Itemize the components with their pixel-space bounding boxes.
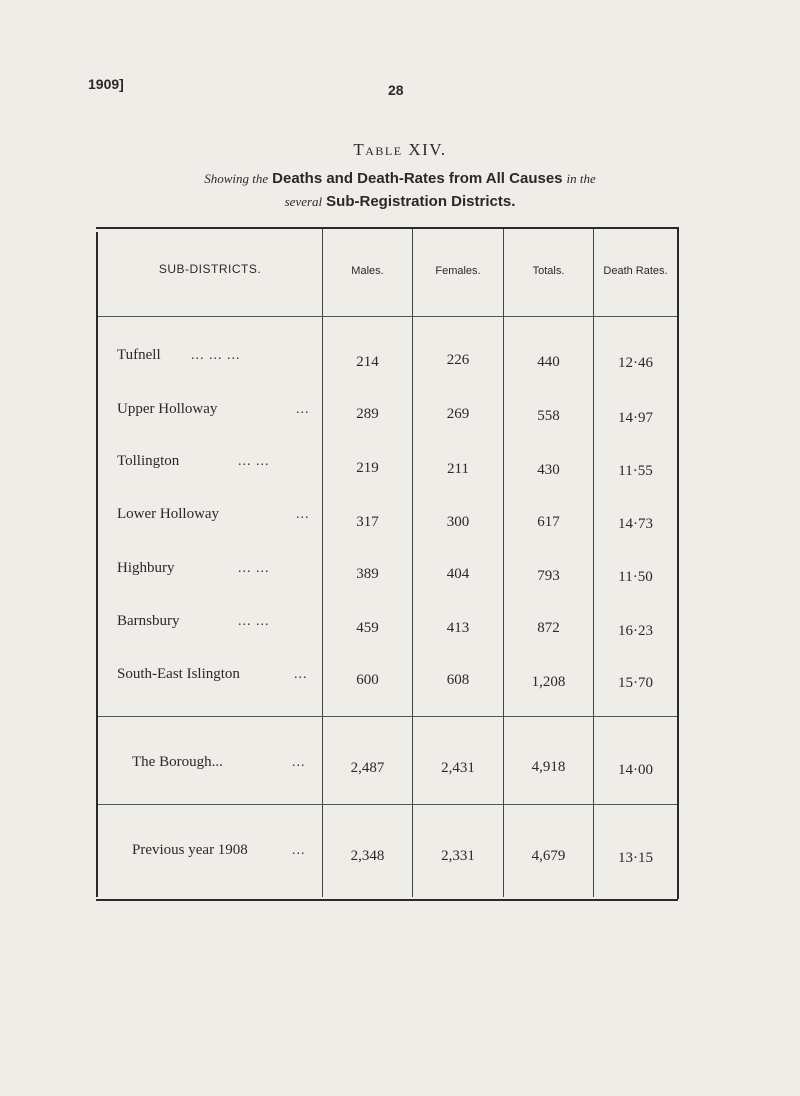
header-rule	[98, 316, 677, 317]
row-name: Previous year 1908	[132, 842, 248, 858]
rate-cell: 11·50	[618, 569, 653, 585]
totals-cell: 440	[537, 354, 560, 370]
rate-cell: 14·73	[618, 516, 653, 532]
leader-dots: ...	[296, 402, 310, 417]
column-header-subdistricts: SUB-DISTRICTS.	[158, 262, 262, 276]
males-cell: 317	[356, 514, 379, 530]
males-cell: 2,348	[350, 848, 385, 864]
column-header-death-rates: Death Rates.	[603, 265, 668, 277]
column-rule	[322, 229, 323, 897]
totals-cell: 793	[537, 568, 560, 584]
totals-cell: 4,918	[531, 759, 566, 775]
leader-dots: ... ...	[238, 614, 270, 629]
row-name: Barnsbury	[117, 613, 180, 629]
row-name: Tollington	[117, 453, 180, 469]
females-cell: 300	[446, 514, 470, 530]
males-cell: 600	[356, 672, 379, 688]
rate-cell: 16·23	[618, 623, 653, 639]
females-cell: 269	[446, 406, 470, 422]
leader-dots: ... ... ...	[191, 348, 241, 363]
caption-italic-suffix: in the	[566, 171, 596, 186]
column-rule	[412, 229, 413, 897]
row-name: Tufnell	[117, 347, 161, 363]
rate-cell: 14·97	[618, 410, 653, 426]
rate-cell: 15·70	[618, 675, 653, 691]
females-cell: 413	[446, 620, 470, 636]
row-name: Highbury	[117, 560, 175, 576]
caption-bold-title: Deaths and Death-Rates from All Causes	[272, 170, 563, 187]
males-cell: 289	[356, 406, 379, 422]
leader-dots: ... ...	[238, 561, 270, 576]
column-rule	[503, 229, 504, 897]
page-number: 28	[388, 82, 404, 98]
section-rule	[98, 804, 677, 805]
column-header-totals: Totals.	[532, 265, 565, 277]
caption-italic-prefix: Showing the	[204, 171, 269, 186]
males-cell: 459	[356, 620, 379, 636]
leader-dots: ...	[294, 667, 308, 682]
males-cell: 214	[356, 354, 379, 370]
deaths-table	[96, 227, 678, 901]
row-name: Lower Holloway	[117, 506, 220, 522]
leader-dots: ... ...	[238, 454, 270, 469]
totals-cell: 430	[537, 462, 560, 478]
rate-cell: 13·15	[618, 850, 653, 866]
rate-cell: 11·55	[618, 463, 653, 479]
table-right-border	[677, 227, 679, 899]
row-name: South-East Islington	[117, 666, 240, 682]
column-header-females: Females.	[435, 265, 481, 277]
totals-cell: 558	[537, 408, 560, 424]
rate-cell: 12·46	[618, 355, 653, 371]
totals-cell: 872	[537, 620, 560, 636]
females-cell: 2,431	[441, 760, 475, 776]
males-cell: 389	[356, 566, 379, 582]
leader-dots: ...	[292, 843, 306, 858]
males-cell: 219	[356, 460, 379, 476]
caption-line-1	[0, 170, 800, 188]
page-header	[0, 76, 800, 96]
females-cell: 226	[446, 352, 470, 368]
caption-line-2	[0, 193, 800, 211]
totals-cell: 4,679	[531, 848, 566, 864]
caption-bold-subtitle: Sub-Registration Districts.	[326, 193, 516, 210]
caption-italic-prefix-2: several	[284, 194, 323, 209]
totals-cell: 617	[537, 514, 560, 530]
column-header-males: Males.	[351, 265, 384, 277]
females-cell: 404	[446, 566, 470, 582]
leader-dots: ...	[296, 507, 310, 522]
males-cell: 2,487	[350, 760, 385, 776]
leader-dots: ...	[292, 755, 306, 770]
females-cell: 211	[447, 461, 469, 477]
row-name: The Borough...	[132, 754, 223, 770]
rate-cell: 14·00	[618, 762, 653, 778]
totals-cell: 1,208	[531, 674, 566, 690]
table-left-border	[96, 232, 98, 897]
females-cell: 608	[446, 672, 470, 688]
year-label: 1909]	[88, 76, 124, 92]
column-rule	[593, 229, 594, 897]
row-name: Upper Holloway	[117, 401, 218, 417]
table-title: Table XIV.	[353, 140, 447, 159]
section-rule	[98, 716, 677, 717]
females-cell: 2,331	[441, 848, 475, 864]
